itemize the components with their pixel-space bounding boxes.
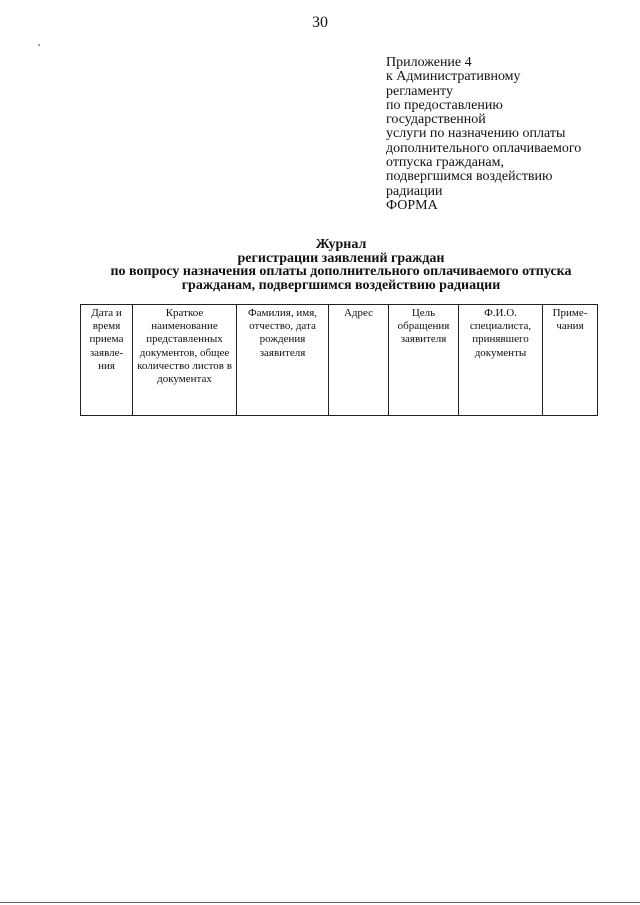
appendix-line: подвергшимся воздействию: [386, 169, 553, 185]
appendix-line: по предоставлению: [386, 97, 503, 113]
page-bottom-edge: [0, 902, 640, 903]
appendix-line: услуги по назначению оплаты: [386, 126, 566, 142]
column-header-address: Адрес: [329, 305, 389, 416]
journal-title-line: Журнал: [315, 237, 367, 252]
column-header-specialist: Ф.И.О. специалиста, принявшего документы: [459, 305, 543, 416]
appendix-line: к Административному: [386, 69, 521, 85]
appendix-line: государственной: [386, 112, 486, 128]
appendix-header: [386, 56, 626, 199]
form-label: ФОРМА: [386, 198, 438, 213]
column-header-applicant-name: Фамилия, имя, отчество, дата рождения заявителя: [237, 305, 329, 416]
scan-speck: [38, 44, 40, 46]
appendix-line: отпуска гражданам,: [386, 155, 504, 171]
journal-title-line: гражданам, подвергшимся воздействию радиации: [181, 277, 501, 293]
appendix-line: Приложение 4: [386, 55, 472, 70]
journal-title-line: по вопросу назначения оплаты дополнительного оплачиваемого отпуска: [110, 264, 572, 280]
journal-title: [0, 238, 640, 292]
column-header-notes: Приме-чания: [543, 305, 598, 416]
page-number: 30: [312, 14, 328, 31]
register-table: [80, 304, 598, 416]
journal-title-line: регистрации заявлений граждан: [237, 250, 445, 266]
table-header-row: [81, 305, 598, 416]
column-header-date: Дата и время приема заявле-ния: [81, 305, 133, 416]
appendix-line: регламенту: [386, 83, 453, 99]
column-header-documents: Краткое наименование представленных документов, общее количество листов в документах: [133, 305, 237, 416]
appendix-line: дополнительного оплачиваемого: [386, 140, 582, 156]
appendix-line: радиации: [386, 183, 443, 199]
column-header-purpose: Цель обращения заявителя: [389, 305, 459, 416]
